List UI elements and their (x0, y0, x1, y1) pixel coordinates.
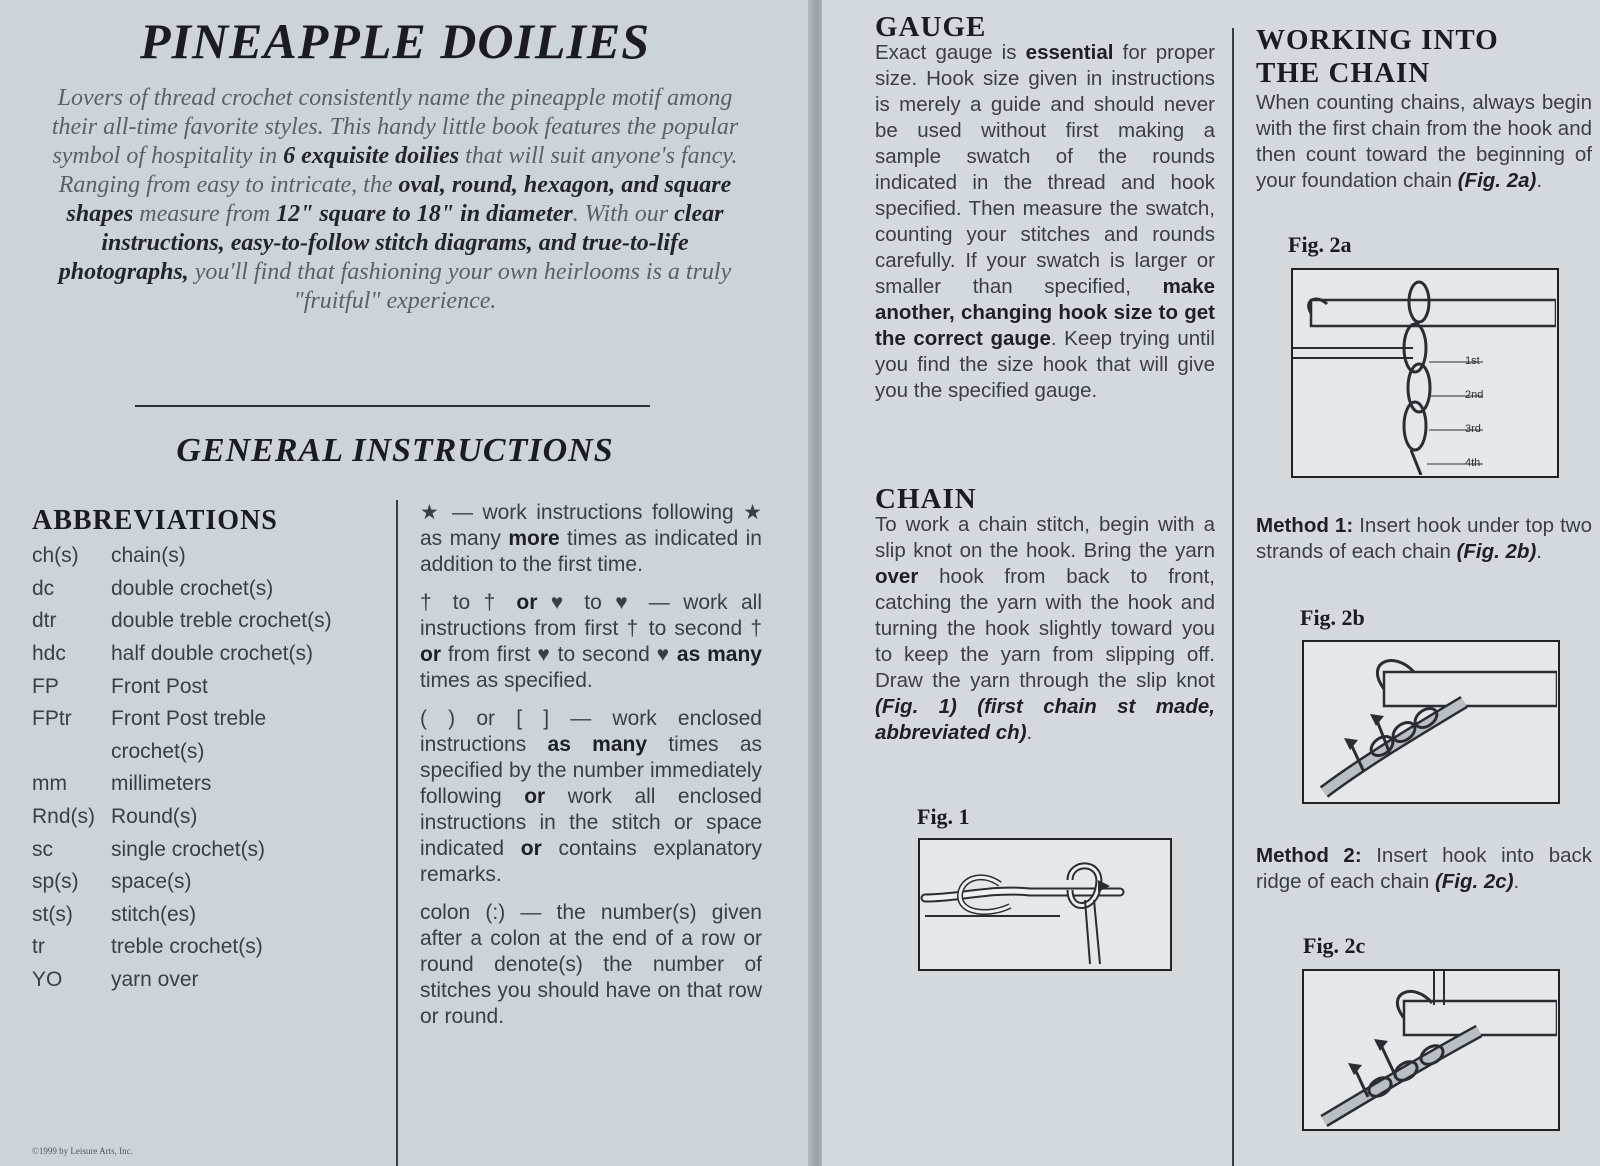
abbreviation-code: tr (32, 935, 45, 959)
abbreviation-code: st(s) (32, 902, 73, 926)
abbreviation-row (32, 833, 392, 866)
fig1-slip-knot-diagram (918, 838, 1172, 971)
chain-heading: CHAIN (875, 483, 977, 515)
abbreviation-code: hdc (32, 642, 66, 666)
working-chain-heading: WORKING INTO THE CHAIN (1256, 24, 1499, 89)
star-symbol-note: ★ — work instructions following ★ as many more times as indicated in addition to the first time. (420, 501, 762, 576)
abbreviation-meaning: millimeters (111, 772, 212, 796)
abbreviation-row (32, 605, 392, 638)
abbreviation-meaning: double crochet(s) (111, 576, 274, 600)
fig2c-method2-diagram (1302, 969, 1560, 1131)
right-column-divider (1232, 28, 1234, 1166)
chain-section (875, 483, 1215, 746)
abbreviations-list (32, 540, 392, 996)
abbreviation-code: sp(s) (32, 870, 79, 894)
abbreviation-row (32, 540, 392, 573)
abbreviation-row (32, 801, 392, 834)
abbreviation-meaning: Round(s) (111, 805, 198, 829)
abbreviation-meaning: treble crochet(s) (111, 935, 263, 959)
column-divider (396, 500, 398, 1166)
working-chain-text: When counting chains, always begin with the first chain from the hook and then count toward the beginning of your foundation chain (Fig. 2a). (1256, 91, 1592, 192)
abbreviation-meaning: stitch(es) (111, 902, 197, 926)
colon-symbol-note: colon (:) — the number(s) given after a colon at the end of a row or round denote(s) the number of stitches you should have on that row or round. (420, 901, 762, 1028)
abbreviation-code: dtr (32, 609, 57, 633)
abbreviation-row (32, 736, 392, 769)
abbreviation-meaning: space(s) (111, 870, 192, 894)
abbreviation-meaning: yarn over (111, 968, 199, 992)
abbreviation-row (32, 573, 392, 606)
page-title: PINEAPPLE DOILIES (139, 13, 651, 69)
fig2a-mark-2nd: 2nd (1465, 389, 1484, 401)
working-chain-section (1256, 24, 1592, 194)
fig2a-mark-4th: 4th (1465, 457, 1481, 469)
intro-paragraph: Lovers of thread crochet consistently name the pineapple motif among their all-time favorite styles. This handy little book features the popular symbol of hospitality in 6 exquisite doilies that will suit anyone's fancy. Ranging from easy to intricate, the oval, round, hexagon, and square shapes measure from 12" square to 18" in diameter. With our clear instructions, easy-to-follow stitch diagrams, and true-to-life photographs, you'll find that fashioning your own heirlooms is a truly "fruitful" experience. (51, 85, 739, 314)
abbreviation-meaning: Front Post treble (111, 707, 267, 731)
copyright-notice: ©1999 by Leisure Arts, Inc. (32, 1146, 133, 1156)
abbreviation-code: ch(s) (32, 544, 79, 568)
fig2a-mark-3rd: 3rd (1465, 423, 1481, 435)
divider-rule (135, 405, 650, 407)
dagger-symbol-note: † to † or ♥ to ♥ — work all instructions from first † to second † or from first ♥ to second ♥ as many times as specified. (420, 591, 762, 692)
method2-section (1256, 843, 1592, 895)
abbreviation-code: Rnd(s) (32, 805, 96, 829)
abbreviation-meaning: Front Post (111, 674, 208, 698)
gauge-heading: GAUGE (875, 11, 987, 43)
fig2c-label: Fig. 2c (1303, 933, 1366, 958)
bracket-symbol-note: ( ) or [ ] — work enclosed instructions as many times as specified by the number immediately following or work all enclosed instructions in the stitch or space indicated or contains explanatory remarks. (420, 707, 762, 886)
fig1-label: Fig. 1 (917, 804, 970, 829)
abbreviation-row (32, 670, 392, 703)
abbreviation-row (32, 931, 392, 964)
abbreviation-code: FP (32, 674, 59, 698)
abbreviation-meaning: chain(s) (111, 544, 186, 568)
abbreviation-row (32, 964, 392, 997)
abbreviation-code: mm (32, 772, 67, 796)
fig2a-chain-count-diagram (1291, 268, 1559, 478)
symbols-column (420, 500, 762, 1042)
abbreviation-row (32, 768, 392, 801)
fig2a-label: Fig. 2a (1288, 232, 1352, 257)
method1-text: Method 1: Insert hook under top two strands of each chain (Fig. 2b). (1256, 514, 1593, 563)
fig2b-label: Fig. 2b (1300, 605, 1365, 630)
abbreviations-heading: ABBREVIATIONS (32, 505, 278, 536)
fig2b-method1-diagram (1302, 640, 1560, 804)
fig2a-mark-1st: 1st (1465, 355, 1480, 367)
abbreviation-row (32, 638, 392, 671)
general-instructions-heading: GENERAL INSTRUCTIONS (176, 432, 614, 469)
chain-text: To work a chain stitch, begin with a slip knot on the hook. Bring the yarn over hook from back to front, catching the yarn with the hook and turning the hook slightly toward you to keep the yarn from slipping off. Draw the yarn through the slip knot (Fig. 1) (first chain st made, abbreviated ch). (875, 513, 1215, 744)
abbreviation-meaning: half double crochet(s) (111, 642, 313, 666)
gauge-section (875, 11, 1215, 404)
abbreviation-meaning: single crochet(s) (111, 837, 266, 861)
abbreviation-row (32, 899, 392, 932)
method2-text: Method 2: Insert hook into back ridge of each chain (Fig. 2c). (1256, 844, 1592, 893)
abbreviation-row (32, 866, 392, 899)
abbreviation-code: YO (32, 968, 63, 992)
abbreviation-code: FPtr (32, 707, 72, 731)
abbreviation-meaning: double treble crochet(s) (111, 609, 332, 633)
method1-section (1256, 513, 1592, 565)
abbreviation-code: dc (32, 576, 55, 600)
abbreviation-meaning: crochet(s) (111, 739, 205, 763)
gauge-text: Exact gauge is essential for proper size. Hook size given in instructions is merely a guide and should never be used without first making a sample swatch of the rounds indicated in the thread and hook specified. Then measure the swatch, counting your stitches and rounds carefully. If your swatch is larger or smaller than specified, make another, changing hook size to get the correct gauge. Keep trying until you find the size hook that will give you the specified gauge. (875, 41, 1215, 402)
abbreviation-row (32, 703, 392, 736)
abbreviation-code: sc (32, 837, 53, 861)
